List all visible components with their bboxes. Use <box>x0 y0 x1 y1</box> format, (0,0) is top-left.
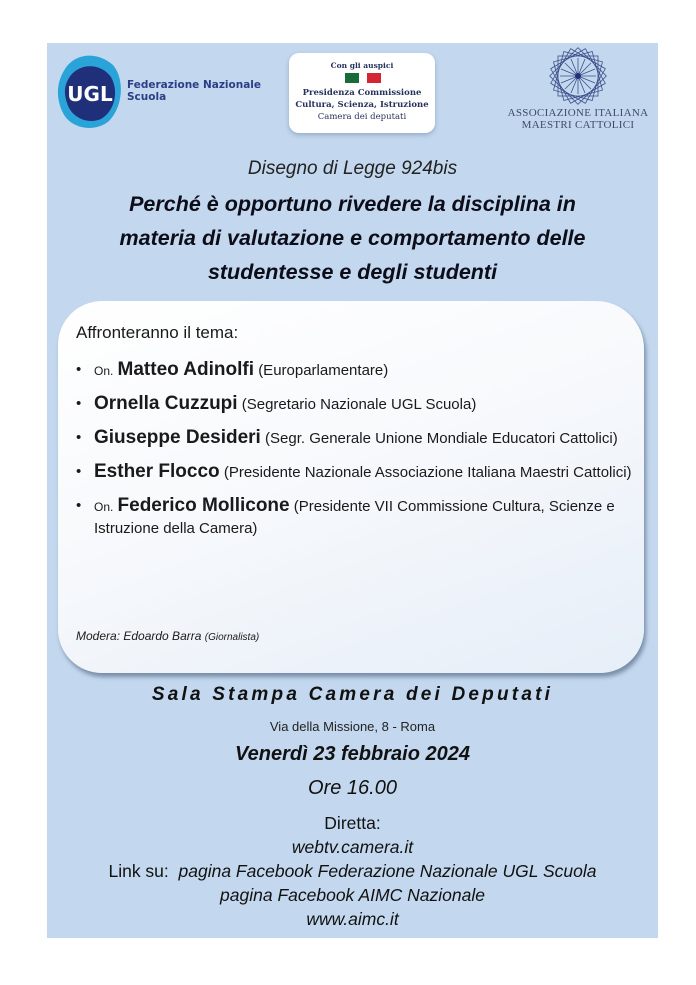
event-venue: Sala Stampa Camera dei Deputati <box>151 684 554 705</box>
speaker-role: (Segr. Generale Unione Mondiale Educatori Cattolici) <box>265 430 618 447</box>
speaker-item <box>76 495 636 540</box>
event-address: Via della Missione, 8 - Roma <box>269 719 436 734</box>
speaker-role: (Presidente VII Commissione Cultura, Scienze e Istruzione della Camera) <box>94 498 615 537</box>
moderator <box>76 629 259 643</box>
links-label: Link su: <box>108 861 169 881</box>
speaker-item <box>76 427 636 450</box>
moderator-role: (Giornalista) <box>204 632 260 643</box>
aimc-logo-text <box>493 107 663 131</box>
bullet-icon: • <box>76 497 82 514</box>
bullet-icon: • <box>76 463 82 480</box>
patronage-line-2: Cultura, Scienza, Istruzione <box>295 100 429 110</box>
bullet-icon: • <box>76 361 82 378</box>
speaker-name: Matteo Adinolfi <box>117 359 255 380</box>
speaker-name: Giuseppe Desideri <box>94 427 261 448</box>
aimc-facebook-link[interactable]: pagina Facebook AIMC Nazionale <box>220 885 485 905</box>
speaker-item <box>76 461 636 484</box>
event-title <box>47 187 658 289</box>
patronage-line-3: Camera dei deputati <box>317 112 407 122</box>
red-flag-icon <box>367 73 381 83</box>
speaker-prefix: On. <box>94 364 114 378</box>
speaker-name: Esther Flocco <box>94 461 220 482</box>
links-row <box>47 859 658 883</box>
title-line-2: materia di valutazione e comportamento delle <box>119 226 586 250</box>
green-flag-icon <box>345 73 359 83</box>
ugl-line-2: Scuola <box>127 91 167 103</box>
aimc-website-link[interactable]: www.aimc.it <box>306 909 399 929</box>
live-url-link[interactable]: webtv.camera.it <box>291 837 414 857</box>
aimc-line-2: MAESTRI CATTOLICI <box>521 119 635 131</box>
bill-subtitle: Disegno di Legge 924bis <box>247 158 458 179</box>
moderator-name: Modera: Edoardo Barra <box>76 629 202 643</box>
title-line-3: studentesse e degli studenti <box>207 260 498 284</box>
aimc-line-1: ASSOCIAZIONE ITALIANA <box>507 107 649 119</box>
speaker-item <box>76 393 636 416</box>
speaker-role: (Presidente Nazionale Associazione Italiana Maestri Cattolici) <box>223 464 632 481</box>
flags-icon <box>337 73 387 85</box>
ugl-logo <box>57 51 277 131</box>
event-time: Ore 16.00 <box>308 777 397 799</box>
speaker-role: (Segretario Nazionale UGL Scuola) <box>241 396 477 413</box>
bullet-icon: • <box>76 429 82 446</box>
speaker-item <box>76 359 636 382</box>
streaming-info <box>47 811 658 931</box>
speaker-role: (Europarlamentare) <box>258 362 389 379</box>
speakers-list <box>76 359 636 551</box>
aimc-star-icon <box>547 45 609 107</box>
aimc-logo <box>493 45 663 135</box>
patronage-card <box>289 53 435 133</box>
bullet-icon: • <box>76 395 82 412</box>
ugl-badge-icon <box>57 51 123 131</box>
title-line-1: Perché è opportuno rivedere la disciplina in <box>129 192 576 216</box>
event-flyer <box>47 43 658 938</box>
speaker-name: Federico Mollicone <box>117 495 290 516</box>
speakers-panel <box>58 301 644 673</box>
svg-text:UGL: UGL <box>67 82 113 106</box>
live-label: Diretta: <box>324 813 381 833</box>
event-date: Venerdì 23 febbraio 2024 <box>235 743 470 765</box>
ugl-line-1: Federazione Nazionale <box>127 79 262 91</box>
patronage-caption: Con gli auspici <box>330 61 394 70</box>
ugl-facebook-link[interactable]: pagina Facebook Federazione Nazionale UGL Scuola <box>178 861 597 881</box>
speakers-heading: Affronteranno il tema: <box>76 323 239 342</box>
ugl-logo-text <box>127 79 261 103</box>
patronage-line-1: Presidenza Commissione <box>302 88 422 98</box>
speaker-name: Ornella Cuzzupi <box>94 393 238 414</box>
speaker-prefix: On. <box>94 500 114 514</box>
